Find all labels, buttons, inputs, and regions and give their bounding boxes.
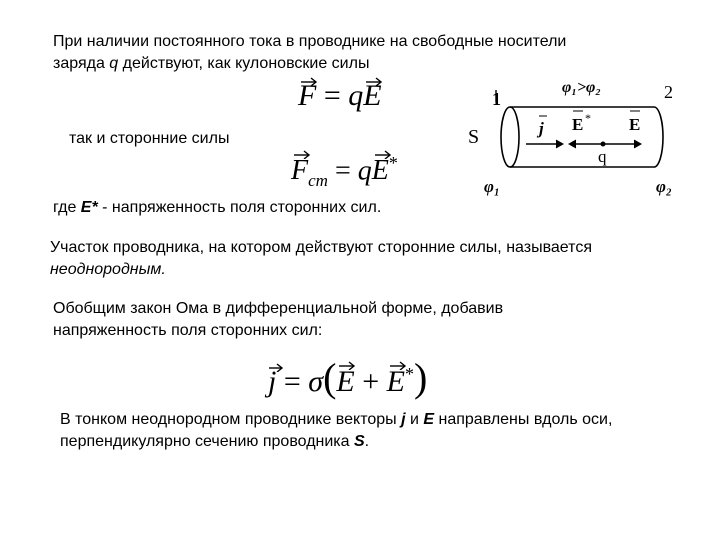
- paragraph-6-line-2: [60, 431, 369, 453]
- p3-text-b: - напряженность поля сторонних сил.: [97, 199, 382, 216]
- paragraph-3: [53, 197, 381, 219]
- formula-j: j: [268, 365, 277, 398]
- formula-f: F: [291, 155, 309, 187]
- close-paren: ): [413, 355, 428, 400]
- arrowhead-icon: [569, 140, 576, 148]
- formula-eq: =: [276, 365, 309, 398]
- formula-q: q: [348, 79, 364, 112]
- p6-text-c: перпендикулярно сечению проводника: [60, 433, 354, 450]
- symbol-s: S: [354, 433, 365, 450]
- formula-e: E: [363, 79, 382, 112]
- formula-e: E: [371, 155, 389, 187]
- vector-arrow-icon: [374, 149, 392, 159]
- vector-arrow-icon: [300, 76, 318, 86]
- formula-star: *: [404, 364, 414, 384]
- p6-text-d: .: [364, 433, 370, 450]
- formula-q: q: [357, 155, 372, 187]
- paragraph-1-line-1: При наличии постоянного тока в проводнике на свободные носители: [53, 33, 567, 50]
- conductor-diagram: [462, 80, 690, 208]
- paragraph-5-line-1: Обобщим закон Ома в дифференциальной форме, добавив: [53, 300, 504, 317]
- label-phi-1: φ₁: [484, 177, 500, 196]
- label-potential-relation: φ₁>φ₂: [562, 80, 601, 96]
- vector-arrow-icon: [338, 360, 356, 370]
- p6-text-a: В тонком неоднородном проводнике векторы: [60, 411, 402, 428]
- vector-arrow-icon: [293, 149, 311, 159]
- conductor-end: [654, 107, 663, 167]
- label-section-s: S: [468, 126, 480, 148]
- formula-star: *: [388, 153, 398, 173]
- formula-external-force: [291, 143, 398, 201]
- symbol-j: j: [401, 411, 406, 428]
- vector-arrow-icon: [389, 360, 407, 370]
- p1-text-a: заряда: [53, 55, 110, 72]
- open-paren: (: [323, 355, 337, 400]
- label-phi-2: φ₂: [656, 177, 672, 196]
- formula-eq: =: [316, 79, 349, 112]
- symbol-e: E: [423, 411, 435, 428]
- external-field-symbol: E*: [80, 199, 98, 216]
- label-charge-q: q: [598, 147, 607, 166]
- paragraph-1-line-2: [53, 53, 369, 75]
- formula-plus: +: [354, 365, 387, 398]
- paragraph-5-line-2: напряженность поля сторонних сил:: [53, 322, 323, 339]
- formula-e2: E: [386, 365, 405, 398]
- p6-text-b: направлены вдоль оси,: [434, 411, 613, 428]
- label-e-coulomb: E: [629, 115, 641, 134]
- cross-section-s: [501, 107, 519, 167]
- arrowhead-icon: [634, 140, 641, 148]
- arrowhead-icon: [556, 140, 563, 148]
- charge-q: q: [109, 55, 119, 72]
- charge-point: [601, 142, 606, 147]
- formula-sigma: σ: [308, 365, 324, 398]
- formula-eq: =: [327, 155, 358, 187]
- label-e-external: E: [572, 115, 584, 134]
- p1-text-b: действуют, как кулоновские силы: [118, 55, 370, 72]
- formula-coulomb-force: [298, 78, 382, 114]
- label-star: *: [585, 111, 591, 125]
- p6-text-mid: и: [405, 411, 424, 428]
- label-section-1: 1: [492, 89, 501, 109]
- p3-text-a: где: [53, 199, 81, 216]
- paragraph-6-line-1: [60, 409, 612, 431]
- label-j: j: [539, 119, 544, 138]
- formula-e1: E: [336, 365, 355, 398]
- paragraph-2: так и сторонние силы: [69, 130, 230, 147]
- paragraph-4-line-2: неоднородным.: [50, 261, 166, 278]
- formula-sub-cm: cm: [308, 170, 328, 190]
- formula-ohm-law: [268, 354, 427, 402]
- paragraph-4-line-1: Участок проводника, на котором действуют сторонние силы, называется: [50, 239, 592, 256]
- vector-arrow-icon: [365, 76, 383, 86]
- vector-arrow-icon: [268, 362, 284, 372]
- label-section-2: 2: [664, 82, 673, 102]
- formula-f: F: [298, 79, 317, 112]
